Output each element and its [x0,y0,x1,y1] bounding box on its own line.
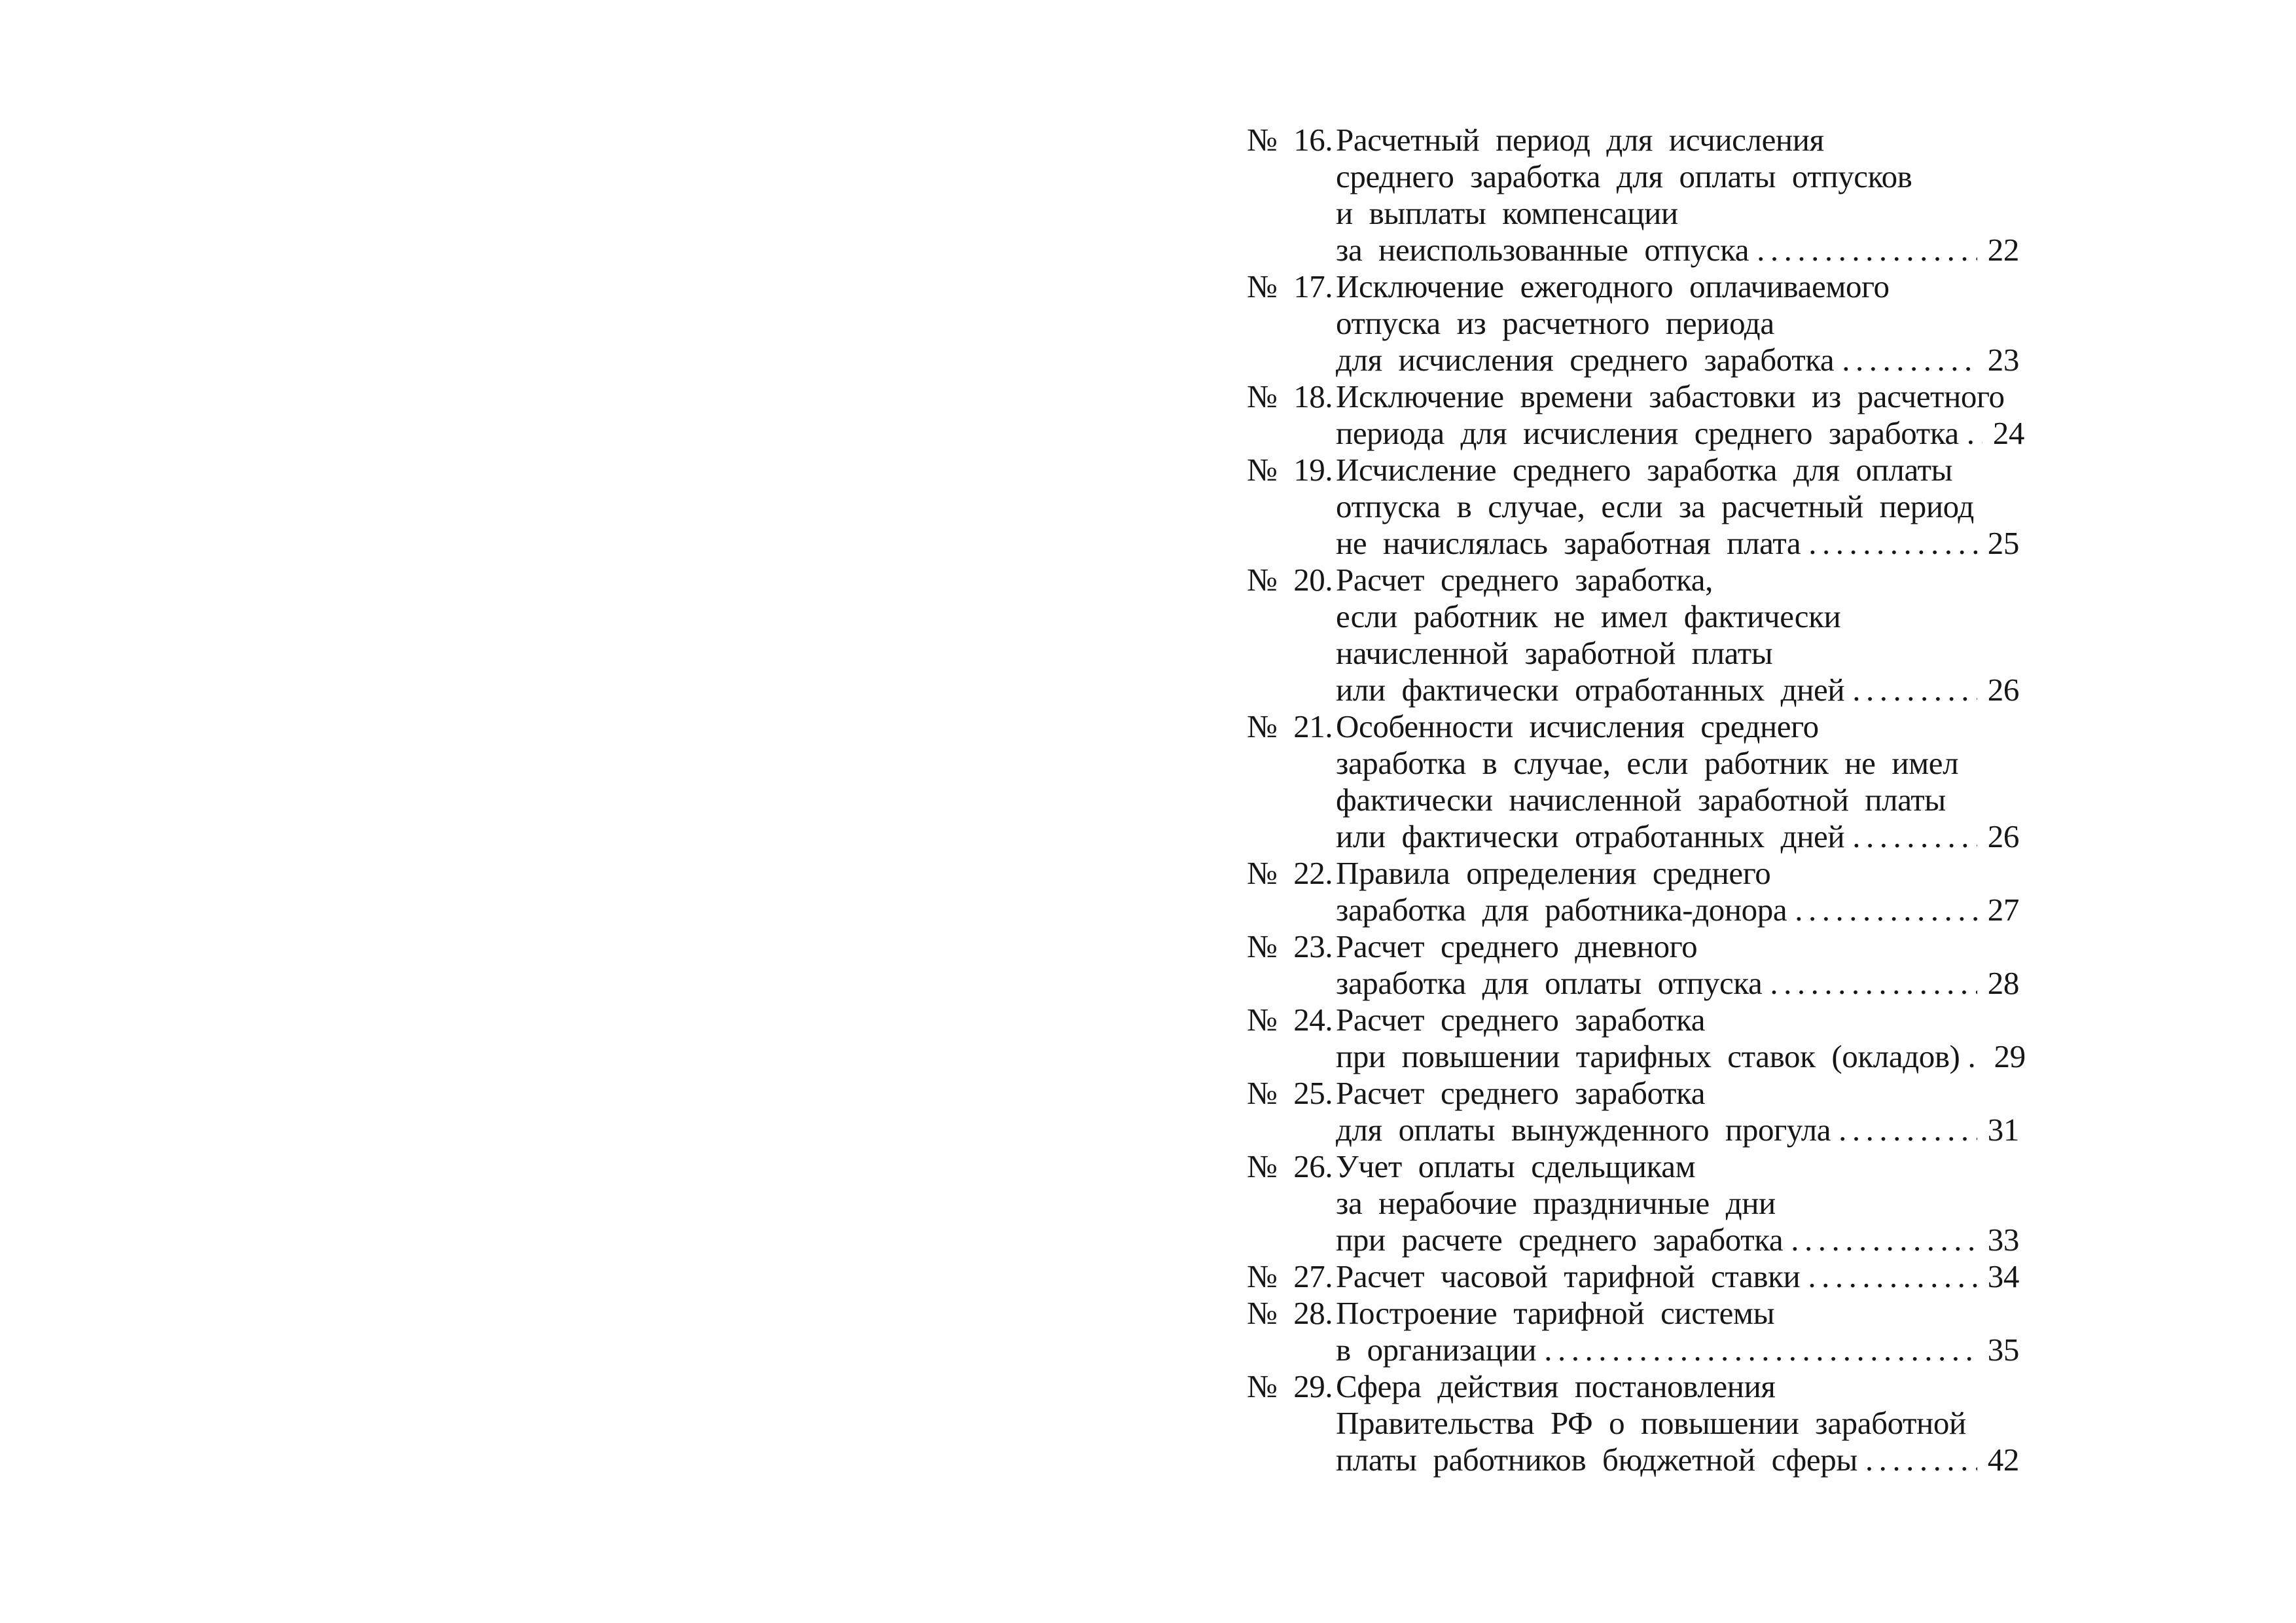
entry-title-line: платы работников бюджетной сферы [1336,1442,1857,1478]
entry-title-line: Правила определения среднего [1336,855,1771,891]
page-number: 27 [1987,892,2019,928]
entry-title-line: заработка для работника-донора [1336,892,1787,928]
entry-number: № 23. [1247,928,1333,964]
toc-line [1336,525,2019,562]
toc-line [1336,1112,2019,1148]
dot-leader [1852,818,1977,855]
entry-title-line: среднего заработка для оплаты отпусков [1336,158,1912,194]
entry-title-line: Расчет среднего заработка, [1336,562,1713,598]
page-number: 29 [1994,1038,2026,1074]
toc-line [1247,928,2019,965]
entry-title-line: Исключение ежегодного оплачиваемого [1336,268,1890,304]
entry-title-line: отпуска в случае, если за расчетный период [1336,488,1974,524]
entry-number: № 26. [1247,1148,1333,1184]
page-number: 28 [1987,965,2019,1001]
entry-title-line: Особенности исчисления среднего [1336,708,1819,744]
entry-title-line: периода для исчисления среднего заработка [1336,415,1959,451]
page-number: 42 [1987,1442,2019,1478]
dot-leader [1791,1222,1977,1258]
toc-entry [1247,708,2019,855]
toc-line [1336,1442,2019,1478]
page-number: 35 [1987,1332,2019,1368]
toc-line [1336,782,2019,818]
entry-title-line: для исчисления среднего заработка [1336,342,1835,378]
toc-line [1247,1295,2019,1332]
entry-title-line: Исключение времени забастовки из расчетного [1336,378,2005,414]
toc-line [1336,195,2019,232]
entry-title-line: начисленной заработной платы [1336,635,1773,671]
dot-leader [1865,1442,1977,1478]
toc-entry [1247,855,2019,928]
toc-line [1336,965,2019,1002]
entry-title-line: для оплаты вынужденного прогула [1336,1112,1831,1148]
toc-line [1336,745,2019,782]
entry-title-line: заработка для оплаты отпуска [1336,965,1763,1001]
entry-title-line: или фактически отработанных дней [1336,818,1845,854]
toc-entry [1247,928,2019,1002]
toc-entry [1247,1075,2019,1148]
entry-title-line: и выплаты компенсации [1336,195,1678,231]
toc-line [1247,1258,2019,1295]
toc-line [1247,562,2019,598]
entry-number: № 17. [1247,268,1333,304]
toc-line [1247,452,2019,488]
entry-title-line: фактически начисленной заработной платы [1336,782,1946,818]
page-number: 26 [1987,672,2019,708]
toc-entry [1247,378,2024,452]
toc-entry [1247,268,2019,378]
toc-line [1247,122,2019,158]
entry-number: № 24. [1247,1002,1333,1038]
toc-line [1336,1185,2019,1222]
entry-title-line: за неиспользованные отпуска [1336,232,1749,268]
dot-leader [1770,965,1977,1002]
toc-line [1247,708,2019,745]
entry-number: № 19. [1247,452,1333,488]
dot-leader [1808,1258,1977,1295]
toc-line [1336,1038,2026,1075]
toc-line [1336,818,2019,855]
entry-number: № 27. [1247,1258,1333,1294]
toc-entry [1247,1002,2026,1075]
entry-title-line: при повышении тарифных ставок (окладов) [1336,1038,1960,1074]
entry-number: № 22. [1247,855,1333,891]
entry-title-line: при расчете среднего заработка [1336,1222,1784,1258]
toc-line [1247,855,2019,892]
page-number: 23 [1987,342,2019,378]
entry-title-line: Сфера действия постановления [1336,1368,1776,1404]
toc-line [1336,635,2019,672]
entry-title-line: Расчетный период для исчисления [1336,122,1824,158]
toc-entry [1247,1258,2019,1295]
entry-title-line: Учет оплаты сдельщикам [1336,1148,1696,1184]
toc-line [1247,1368,2019,1405]
dot-leader [1757,232,1977,268]
toc-entry [1247,122,2019,268]
toc-line [1336,158,2019,195]
dot-leader [1967,415,1982,452]
entry-title-line: Расчет среднего заработка [1336,1002,1706,1038]
toc-entry [1247,1295,2019,1368]
page-number: 25 [1987,525,2019,561]
entry-title-line: не начислялась заработная плата [1336,525,1801,561]
toc-line [1336,305,2019,342]
page-number: 26 [1987,818,2019,854]
entry-number: № 25. [1247,1075,1333,1111]
entry-title-line: в организации [1336,1332,1537,1368]
entry-number: № 18. [1247,378,1333,414]
toc-line [1336,232,2019,268]
entry-number: № 21. [1247,708,1333,744]
entry-number: № 28. [1247,1295,1333,1331]
toc-entry [1247,1148,2019,1258]
entry-title-line: Расчет среднего дневного [1336,928,1698,964]
toc-line [1336,1222,2019,1258]
page-number: 34 [1987,1258,2019,1294]
toc-entry [1247,562,2019,708]
entry-title-line: Построение тарифной системы [1336,1295,1775,1331]
entry-title-line: за нерабочие праздничные дни [1336,1185,1776,1221]
page-number: 33 [1987,1222,2019,1258]
entry-title-line: Расчет среднего заработка [1336,1075,1706,1111]
page-number: 24 [1992,415,2024,451]
dot-leader [1808,525,1977,562]
toc-line [1247,1148,2019,1185]
toc-line [1336,892,2019,928]
dot-leader [1839,1112,1977,1148]
page-number: 22 [1987,232,2019,268]
page-number: 31 [1987,1112,2019,1148]
toc-entry [1247,1368,2019,1478]
dot-leader [1795,892,1977,928]
entry-number: № 20. [1247,562,1333,598]
toc-line [1336,488,2019,525]
dot-leader [1842,342,1977,378]
toc-line [1336,1332,2019,1368]
entry-title-line: Расчет часовой тарифной ставки [1336,1258,1801,1294]
toc-line [1336,598,2019,635]
toc-line [1336,1405,2019,1442]
entry-title-line: или фактически отработанных дней [1336,672,1845,708]
toc-line [1336,415,2024,452]
toc-line [1336,342,2019,378]
dot-leader [1967,1038,1983,1075]
toc-line [1247,268,2019,305]
entry-title-line: Исчисление среднего заработка для оплаты [1336,452,1953,488]
toc-line [1247,1002,2019,1038]
toc-line [1336,672,2019,708]
toc-line [1247,378,2019,415]
dot-leader [1544,1332,1977,1368]
entry-title-line: отпуска из расчетного периода [1336,305,1774,341]
entry-number: № 29. [1247,1368,1333,1404]
toc-entry [1247,452,2019,562]
entry-title-line: заработка в случае, если работник не имел [1336,745,1959,781]
toc-line [1247,1075,2019,1112]
dot-leader [1852,672,1977,708]
entry-title-line: Правительства РФ о повышении заработной [1336,1405,1966,1441]
toc-list [1247,122,2026,1478]
entry-number: № 16. [1247,122,1333,158]
entry-title-line: если работник не имел фактически [1336,598,1841,634]
